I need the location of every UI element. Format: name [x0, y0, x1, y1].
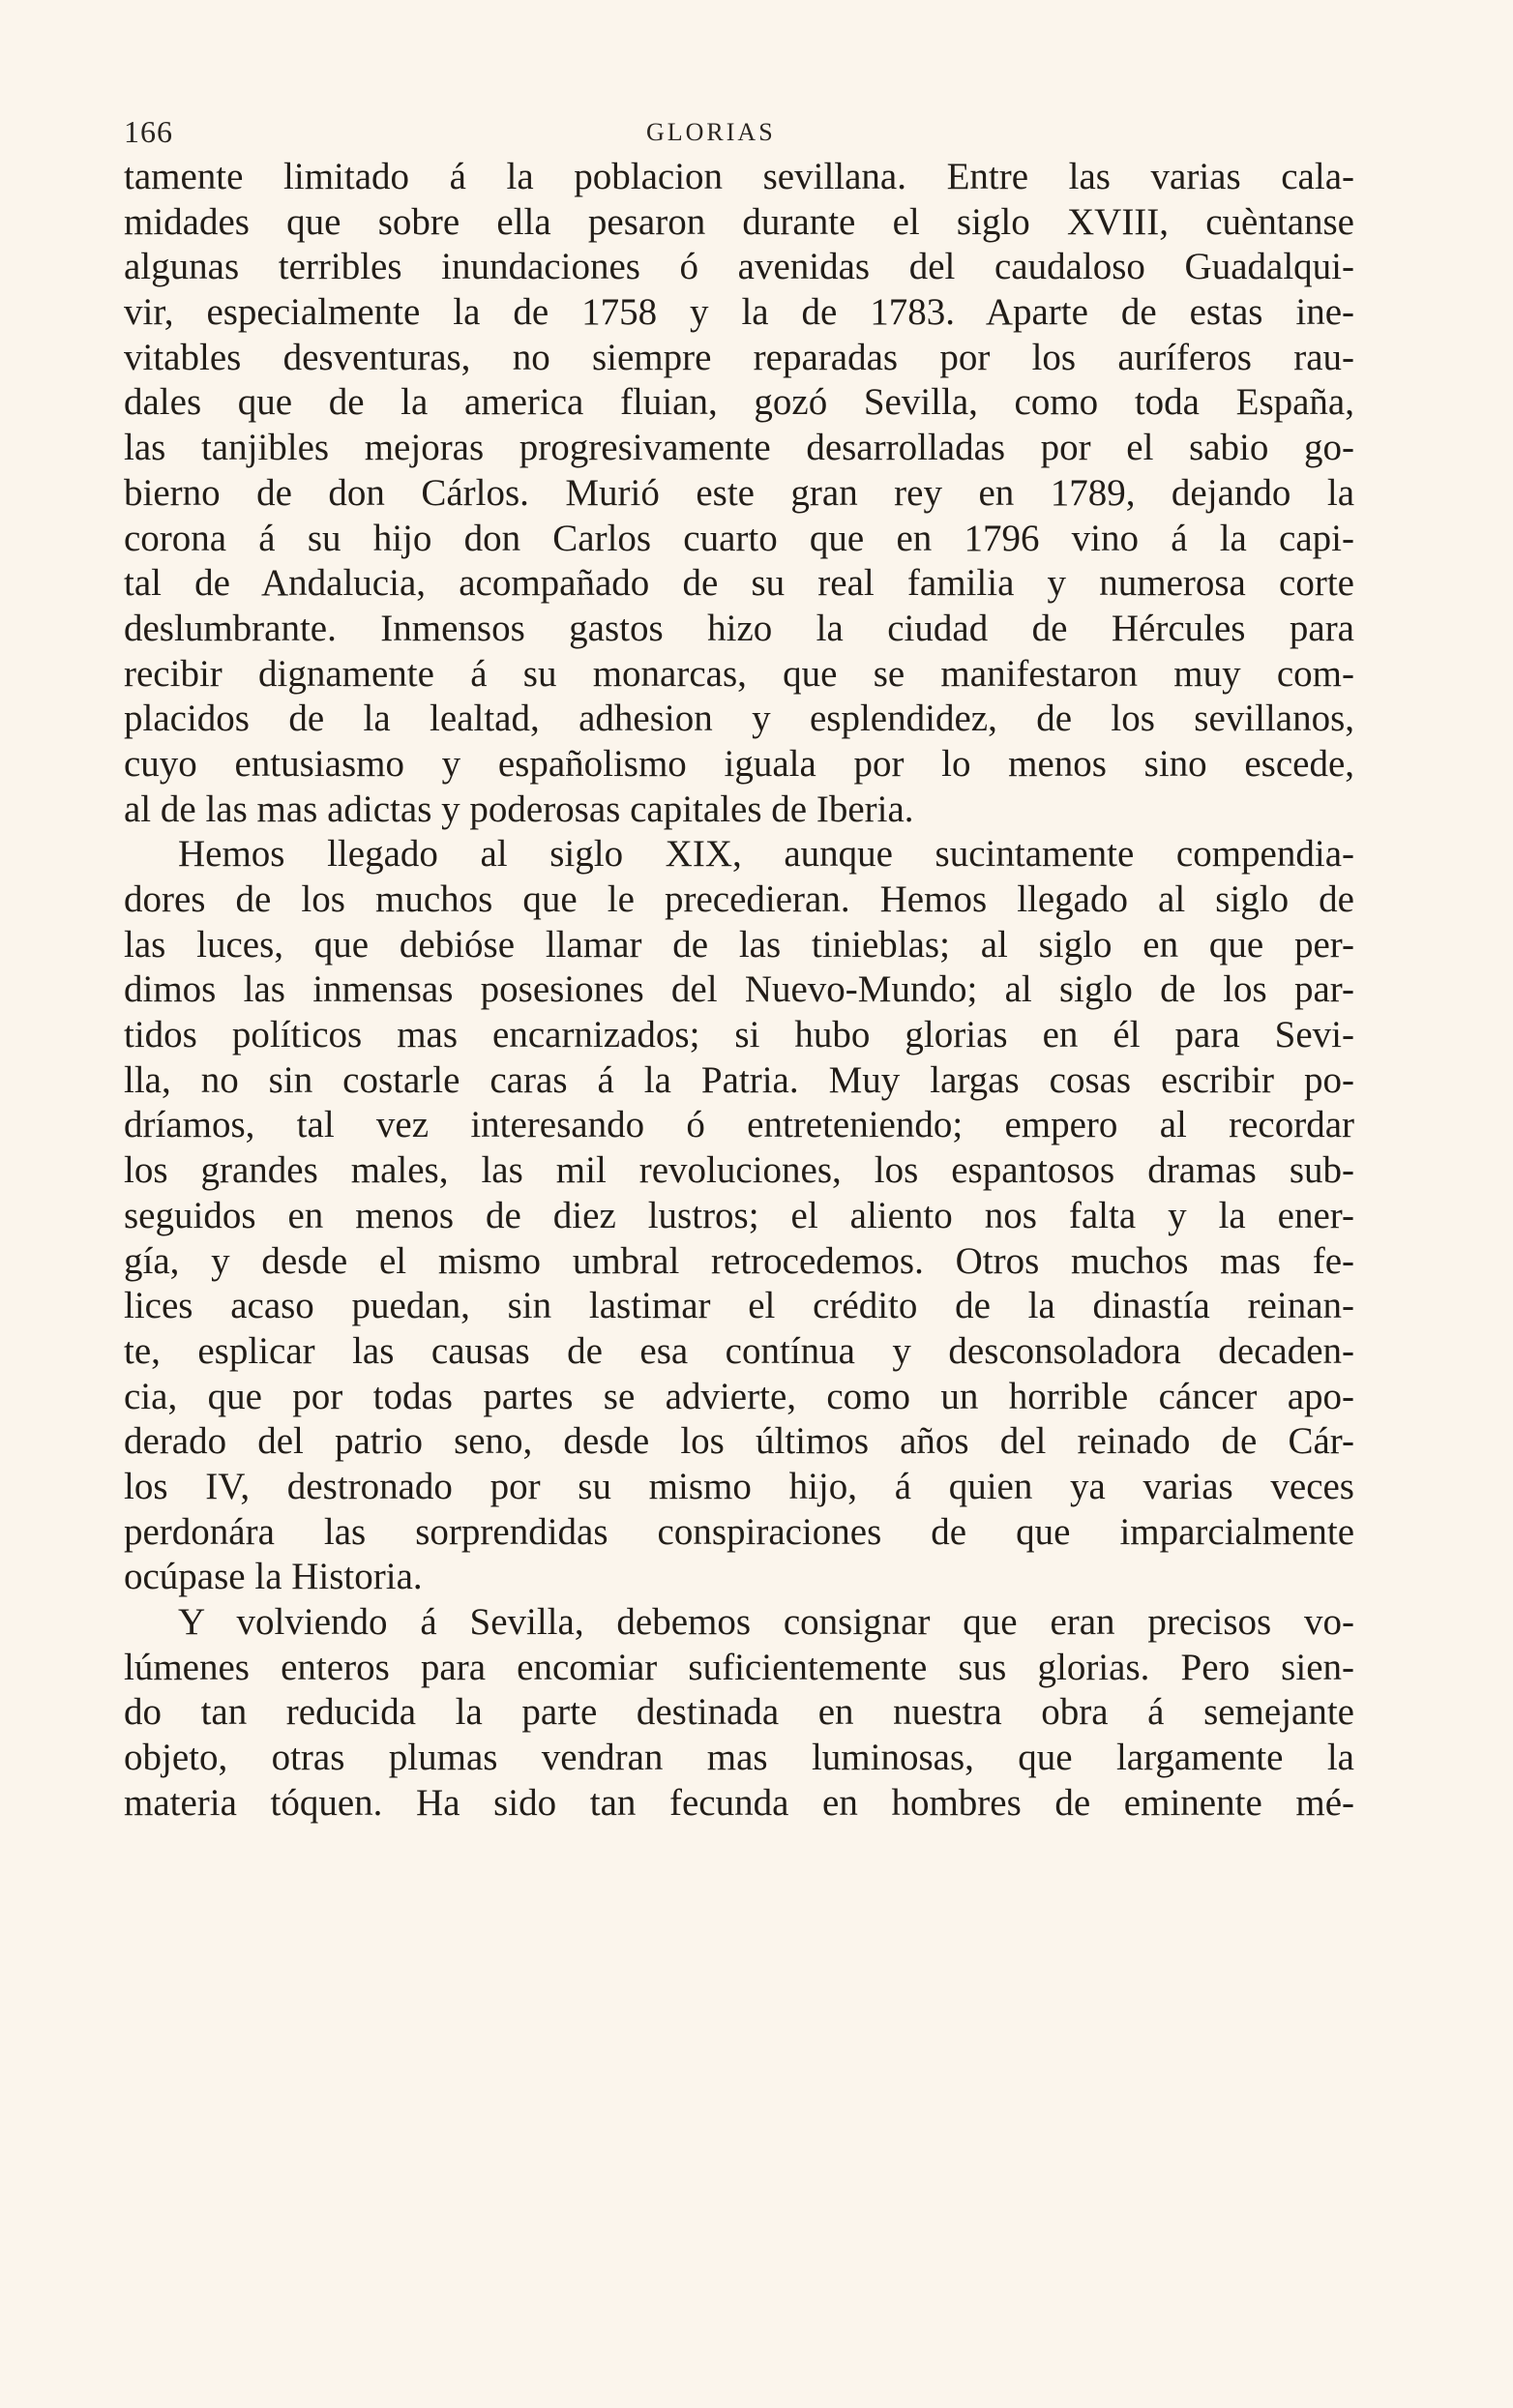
text-line: materia tóquen. Ha sido tan fecunda en hombres de eminente mé- — [124, 1781, 1354, 1824]
text-line: dimos las inmensas posesiones del Nuevo-Mundo; al siglo de los par- — [124, 968, 1354, 1011]
text-line: cuyo entusiasmo y españolismo iguala por lo menos sino escede, — [124, 742, 1354, 785]
text-line: lla, no sin costarle caras á la Patria. Muy largas cosas escribir po- — [124, 1058, 1354, 1101]
text-line: recibir dignamente á su monarcas, que se manifestaron muy com- — [124, 652, 1354, 695]
text-line: tal de Andalucia, acompañado de su real familia y numerosa corte — [124, 562, 1354, 605]
text-line: dríamos, tal vez interesando ó entreteniendo; empero al recordar — [124, 1104, 1354, 1146]
body-text — [124, 155, 1354, 1826]
text-line: ocúpase la Historia. — [124, 1556, 423, 1598]
text-line: tidos políticos mas encarnizados; si hubo glorias en él para Sevi- — [124, 1014, 1354, 1056]
text-line: seguidos en menos de diez lustros; el aliento nos falta y la ener- — [124, 1194, 1354, 1236]
text-line: al de las mas adictas y poderosas capitales de Iberia. — [124, 788, 914, 830]
text-line: los grandes males, las mil revoluciones, los espantosos dramas sub- — [124, 1149, 1354, 1192]
text-line: algunas terribles inundaciones ó avenidas del caudaloso Guadalqui- — [124, 246, 1354, 288]
text-line: los IV, destronado por su mismo hijo, á quien ya varias veces — [124, 1465, 1354, 1507]
page-number: 166 — [124, 114, 173, 149]
text-line: Hemos llegado al siglo XIX, aunque sucintamente compendia- — [178, 833, 1354, 876]
text-line: te, esplicar las causas de esa contínua y desconsoladora decaden- — [124, 1329, 1354, 1372]
running-head: GLORIAS — [646, 118, 776, 146]
text-line: las luces, que debióse llamar de las tinieblas; al siglo en que per- — [124, 923, 1354, 966]
text-line: bierno de don Cárlos. Murió este gran rey en 1789, dejando la — [124, 471, 1354, 514]
text-line: lices acaso puedan, sin lastimar el crédito de la dinastía reinan- — [124, 1285, 1354, 1327]
page-header — [124, 114, 1354, 153]
text-line: corona á su hijo don Carlos cuarto que en 1796 vino á la capi- — [124, 517, 1354, 559]
text-line: Y volviendo á Sevilla, debemos consignar que eran precisos vo- — [178, 1601, 1354, 1643]
text-line: tamente limitado á la poblacion sevillana. Entre las varias cala- — [124, 156, 1354, 197]
text-line: placidos de la lealtad, adhesion y esplendidez, de los sevillanos, — [124, 698, 1354, 740]
text-line: las tanjibles mejoras progresivamente desarrolladas por el sabio go- — [124, 427, 1354, 469]
text-line: vir, especialmente la de 1758 y la de 1783. Aparte de estas ine- — [124, 291, 1354, 334]
text-line: gía, y desde el mismo umbral retrocedemos. Otros muchos mas fe- — [124, 1239, 1354, 1282]
text-line: dales que de la america fluian, gozó Sevilla, como toda España, — [124, 381, 1354, 424]
text-line: vitables desventuras, no siempre reparadas por los auríferos rau- — [124, 336, 1354, 378]
text-line: dores de los muchos que le precedieran. Hemos llegado al siglo de — [124, 878, 1354, 920]
text-line: perdonára las sorprendidas conspiraciones de que imparcialmente — [124, 1510, 1354, 1553]
text-line: midades que sobre ella pesaron durante el siglo XVIII, cuèntanse — [124, 200, 1354, 243]
text-line: do tan reducida la parte destinada en nuestra obra á semejante — [124, 1691, 1354, 1734]
text-line: derado del patrio seno, desde los últimos años del reinado de Cár- — [124, 1420, 1354, 1463]
text-line: lúmenes enteros para encomiar suficientemente sus glorias. Pero sien- — [124, 1646, 1354, 1688]
text-line: cia, que por todas partes se advierte, como un horrible cáncer apo- — [124, 1375, 1354, 1417]
text-line: deslumbrante. Inmensos gastos hizo la ciudad de Hércules para — [124, 607, 1354, 649]
text-line: objeto, otras plumas vendran mas luminosas, que largamente la — [124, 1737, 1354, 1779]
